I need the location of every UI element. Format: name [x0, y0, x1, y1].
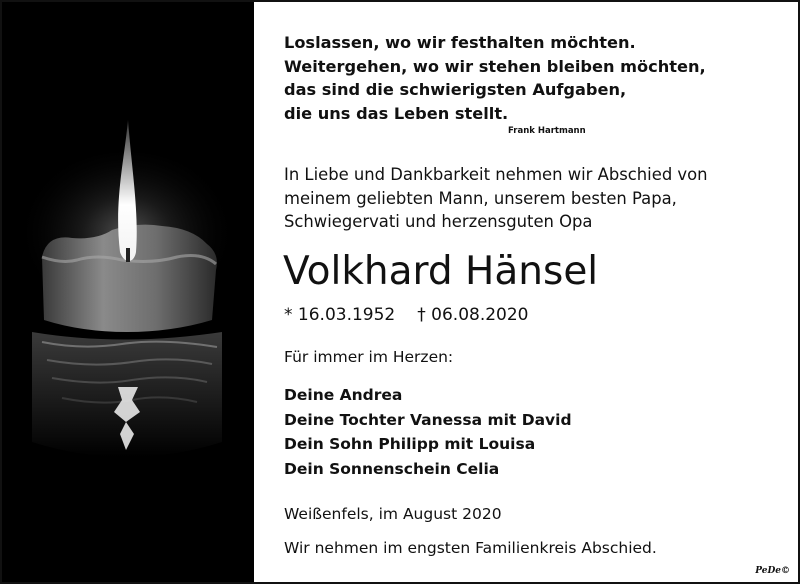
mourner-item: Deine Andrea — [284, 386, 403, 404]
mourner-item: Deine Tochter Vanessa mit David — [284, 410, 572, 429]
place-date: Weißenfels, im August 2020 — [284, 505, 502, 523]
candle-photo — [2, 2, 254, 582]
mourners-list — [284, 383, 572, 481]
intro-text — [284, 163, 708, 234]
intro-line: meinem geliebten Mann, unserem besten Papa, — [284, 188, 677, 208]
deceased-name: Volkhard Hänsel — [283, 249, 599, 294]
life-dates — [284, 305, 529, 325]
intro-line: Schwiegervati und herzensguten Opa — [284, 212, 593, 231]
motto-line: Weitergehen, wo wir stehen bleiben möchten, — [284, 56, 706, 76]
motto-line: Loslassen, wo wir festhalten möchten. — [284, 33, 636, 52]
closing-text: Wir nehmen im engsten Familienkreis Abschied. — [284, 539, 657, 557]
motto-line: das sind die schwierigsten Aufgaben, — [284, 80, 627, 99]
quote-author: Frank Hartmann — [508, 126, 586, 136]
intro-line: In Liebe und Dankbarkeit nehmen wir Abschied von — [284, 165, 708, 184]
birth-date: * 16.03.1952 — [284, 305, 396, 325]
designer-signature: PeDe© — [755, 566, 790, 576]
forever-label: Für immer im Herzen: — [284, 348, 454, 366]
mourner-item: Dein Sonnenschein Celia — [284, 459, 500, 478]
motto-line: die uns das Leben stellt. — [284, 103, 509, 123]
mourner-item: Dein Sohn Philipp mit Louisa — [284, 435, 536, 453]
death-date: † 06.08.2020 — [417, 305, 529, 325]
candle-icon — [2, 2, 254, 582]
motto-quote — [284, 31, 706, 125]
